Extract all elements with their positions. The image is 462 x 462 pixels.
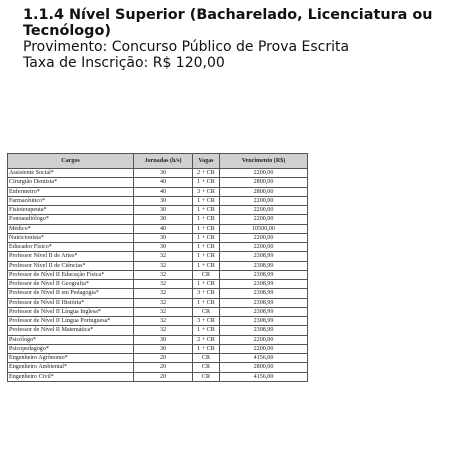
table-row <box>8 252 308 261</box>
cell-cargo: Nutricionista* <box>8 233 134 242</box>
cell-jornada: 30 <box>134 206 193 215</box>
cargos-table <box>7 153 308 382</box>
cell-cargo: Médico* <box>8 224 134 233</box>
cell-jornada: 40 <box>134 224 193 233</box>
cell-cargo: Professor de Nível II Língua Inglesa* <box>8 307 134 316</box>
cell-vagas: 1 + CR <box>193 233 220 242</box>
section-heading <box>23 7 453 71</box>
cell-jornada: 30 <box>134 335 193 344</box>
cell-jornada: 40 <box>134 187 193 196</box>
cell-cargo: Professor Nível II de Artes* <box>8 252 134 261</box>
cell-cargo: Engenheiro Ambiental* <box>8 363 134 372</box>
cell-cargo: Farmacêutico* <box>8 196 134 205</box>
cell-vagas: 2 + CR <box>193 335 220 344</box>
cell-vagas: 1 + CR <box>193 298 220 307</box>
cell-cargo: Engenheiro Civil* <box>8 372 134 381</box>
cell-vagas: 1 + CR <box>193 252 220 261</box>
cell-cargo: Fisioterapeuta* <box>8 206 134 215</box>
cell-cargo: Professor de Nível II Geografia* <box>8 280 134 289</box>
table-row <box>8 344 308 353</box>
table-row <box>8 307 308 316</box>
cell-vencimento: 2308,99 <box>220 307 308 316</box>
cell-jornada: 32 <box>134 270 193 279</box>
cell-cargo: Cirurgião Dentista* <box>8 178 134 187</box>
table-row <box>8 298 308 307</box>
cell-cargo: Psicólogo* <box>8 335 134 344</box>
cell-vencimento: 2800,00 <box>220 178 308 187</box>
cell-jornada: 32 <box>134 298 193 307</box>
table-row <box>8 289 308 298</box>
table-row <box>8 169 308 178</box>
cell-vencimento: 2308,99 <box>220 298 308 307</box>
cell-cargo: Enfermeiro* <box>8 187 134 196</box>
cell-vencimento: 2308,99 <box>220 326 308 335</box>
cell-cargo: Assistente Social* <box>8 169 134 178</box>
column-header-jornadas: Jornadas (h/s) <box>134 154 193 169</box>
cell-jornada: 40 <box>134 178 193 187</box>
table-row <box>8 224 308 233</box>
cell-vencimento: 2200,00 <box>220 243 308 252</box>
table-row <box>8 317 308 326</box>
cell-cargo: Professor de Nível II em Pedagogia* <box>8 289 134 298</box>
cell-vagas: 1 + CR <box>193 280 220 289</box>
cell-vagas: 1 + CR <box>193 344 220 353</box>
cell-jornada: 30 <box>134 196 193 205</box>
cell-vencimento: 2308,99 <box>220 252 308 261</box>
cell-vencimento: 2200,00 <box>220 344 308 353</box>
cell-jornada: 32 <box>134 261 193 270</box>
cell-cargo: Educador Físico* <box>8 243 134 252</box>
table-body <box>8 169 308 382</box>
cell-jornada: 20 <box>134 363 193 372</box>
table-row <box>8 270 308 279</box>
table-row <box>8 280 308 289</box>
cell-vagas: 3 + CR <box>193 289 220 298</box>
cell-vencimento: 2800,00 <box>220 363 308 372</box>
cell-vencimento: 4156,00 <box>220 354 308 363</box>
cell-jornada: 32 <box>134 307 193 316</box>
cargos-table-wrapper <box>7 153 307 382</box>
cell-cargo: Professor de Nível II Educação Física* <box>8 270 134 279</box>
cell-cargo: Professor de Nível II História* <box>8 298 134 307</box>
cell-vagas: CR <box>193 354 220 363</box>
provimento-line: Provimento: Concurso Público de Prova Escrita <box>23 39 350 55</box>
cell-jornada: 32 <box>134 326 193 335</box>
cell-jornada: 30 <box>134 233 193 242</box>
table-row <box>8 215 308 224</box>
table-row <box>8 326 308 335</box>
cell-vencimento: 2200,00 <box>220 206 308 215</box>
table-header-row <box>8 154 308 169</box>
cell-jornada: 20 <box>134 354 193 363</box>
cell-vagas: CR <box>193 270 220 279</box>
cell-vagas: CR <box>193 372 220 381</box>
cell-jornada: 30 <box>134 243 193 252</box>
table-row <box>8 363 308 372</box>
cell-vagas: 1 + CR <box>193 224 220 233</box>
cell-jornada: 30 <box>134 215 193 224</box>
table-row <box>8 372 308 381</box>
cell-vagas: 1 + CR <box>193 243 220 252</box>
cell-vencimento: 2308,99 <box>220 289 308 298</box>
cell-vagas: 3 + CR <box>193 187 220 196</box>
table-row <box>8 354 308 363</box>
cell-jornada: 32 <box>134 317 193 326</box>
cell-cargo: Engenheiro Agrônomo* <box>8 354 134 363</box>
cell-vencimento: 2200,00 <box>220 169 308 178</box>
cell-jornada: 30 <box>134 344 193 353</box>
table-row <box>8 196 308 205</box>
cell-cargo: Fonoaudiólogo* <box>8 215 134 224</box>
cell-vagas: 1 + CR <box>193 326 220 335</box>
taxa-line: Taxa de Inscrição: R$ 120,00 <box>23 55 225 71</box>
cell-vagas: 1 + CR <box>193 178 220 187</box>
cell-jornada: 20 <box>134 372 193 381</box>
cell-vencimento: 2800,00 <box>220 187 308 196</box>
cell-vagas: 1 + CR <box>193 206 220 215</box>
cell-vagas: CR <box>193 307 220 316</box>
cell-vencimento: 2200,00 <box>220 335 308 344</box>
cell-cargo: Psicopedagogo* <box>8 344 134 353</box>
table-row <box>8 233 308 242</box>
cell-jornada: 30 <box>134 169 193 178</box>
cell-vagas: 2 + CR <box>193 169 220 178</box>
cell-cargo: Professor de Nível II Matemática* <box>8 326 134 335</box>
cell-vencimento: 2200,00 <box>220 233 308 242</box>
table-row <box>8 178 308 187</box>
cell-vagas: CR <box>193 363 220 372</box>
table-row <box>8 261 308 270</box>
cell-vencimento: 2200,00 <box>220 196 308 205</box>
cell-vencimento: 2308,99 <box>220 270 308 279</box>
cell-cargo: Professor Nível II de Ciências* <box>8 261 134 270</box>
cell-jornada: 32 <box>134 289 193 298</box>
column-header-vagas: Vagas <box>193 154 220 169</box>
cell-jornada: 32 <box>134 252 193 261</box>
table-row <box>8 243 308 252</box>
cell-vencimento: 10500,00 <box>220 224 308 233</box>
cell-vencimento: 2308,99 <box>220 317 308 326</box>
cell-vencimento: 2308,99 <box>220 280 308 289</box>
cell-jornada: 32 <box>134 280 193 289</box>
cell-cargo: Professor de Nível II Língua Portuguesa* <box>8 317 134 326</box>
cell-vencimento: 2200,00 <box>220 215 308 224</box>
cell-vagas: 3 + CR <box>193 317 220 326</box>
cell-vencimento: 2308,99 <box>220 261 308 270</box>
cell-vagas: 1 + CR <box>193 215 220 224</box>
table-row <box>8 206 308 215</box>
section-title: 1.1.4 Nível Superior (Bacharelado, Licenciatura ou Tecnólogo) <box>23 7 433 39</box>
column-header-vencimento: Vencimento (R$) <box>220 154 308 169</box>
cell-vagas: 1 + CR <box>193 196 220 205</box>
column-header-cargos: Cargos <box>8 154 134 169</box>
table-row <box>8 335 308 344</box>
cell-vencimento: 4156,00 <box>220 372 308 381</box>
cell-vagas: 1 + CR <box>193 261 220 270</box>
table-row <box>8 187 308 196</box>
